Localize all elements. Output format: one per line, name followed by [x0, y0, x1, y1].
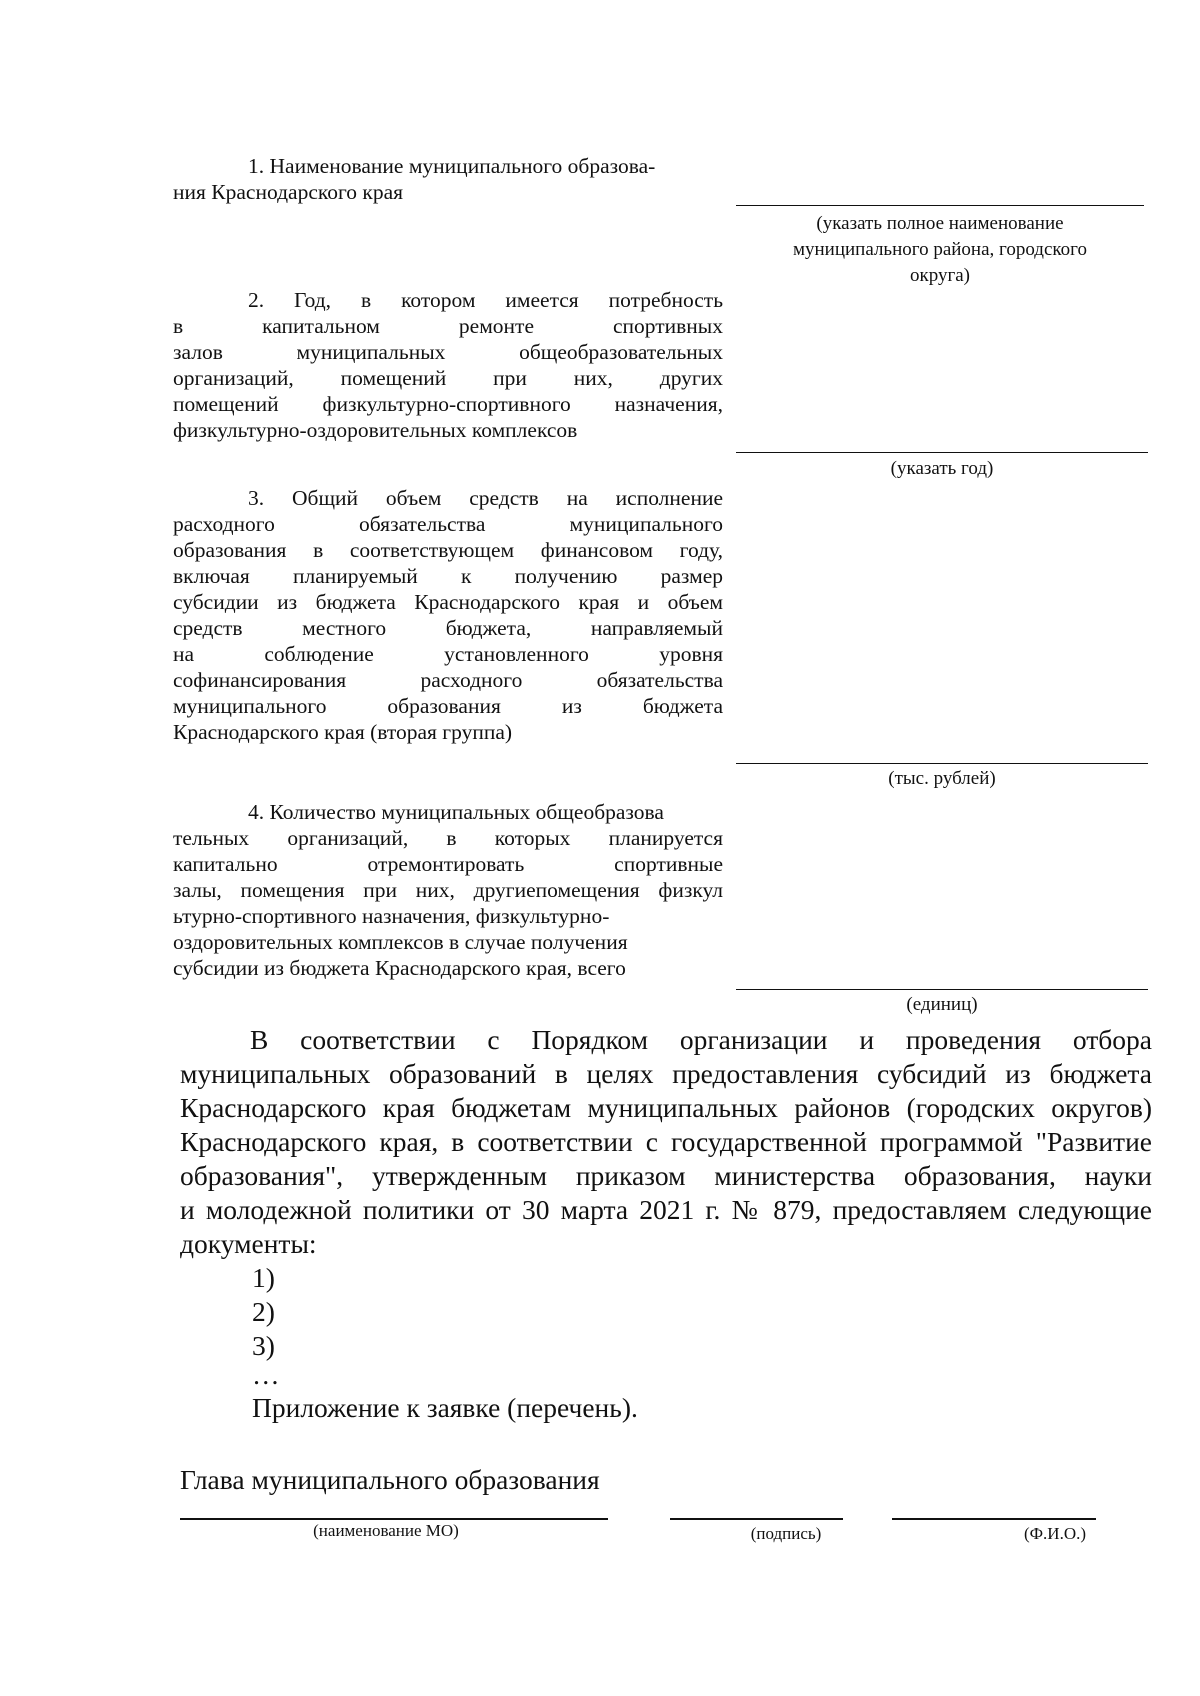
field-label-line: залы, помещения при них, другиепомещения физкул	[173, 878, 723, 902]
hint-year	[736, 456, 1148, 482]
hint-funds	[736, 766, 1148, 792]
fill-line-municipality[interactable]	[736, 205, 1144, 206]
field-label-line: капитально отремонтировать спортивные	[173, 852, 723, 876]
paragraph-line: муниципальных образований в целях предоставления субсидий из бюджета	[180, 1058, 1152, 1089]
field-label-line: 4. Количество муниципальных общеобразова	[248, 800, 664, 824]
hint-count	[736, 992, 1148, 1018]
field-label-line: включая планируемый к получению размер	[173, 564, 723, 588]
field-label-line: организаций, помещений при них, других	[173, 366, 723, 390]
field-label-line: физкультурно-оздоровительных комплексов	[173, 418, 578, 442]
field-label-line: тельных организаций, в которых планируется	[173, 826, 723, 850]
fill-line-year[interactable]	[736, 452, 1148, 453]
sign-line-signature[interactable]	[670, 1518, 843, 1520]
field-label-line: Краснодарского края (вторая группа)	[173, 720, 513, 744]
label-mo-name: (наименование МО)	[313, 1521, 459, 1540]
paragraph-line: документы:	[180, 1228, 317, 1259]
field-label-line: ьтурно-спортивного назначения, физкультурно-	[173, 904, 610, 928]
field-label-line: 3. Общий объем средств на исполнение	[248, 486, 723, 510]
list-item: …	[252, 1359, 280, 1390]
paragraph-line: Краснодарского края, в соответствии с государственной программой "Развитие	[180, 1126, 1152, 1157]
hint-line: округа)	[909, 265, 971, 286]
field-year	[173, 287, 723, 443]
fill-line-funds[interactable]	[736, 763, 1148, 764]
field-label-line: в капитальном ремонте спортивных	[173, 314, 723, 338]
field-label-line: на соблюдение установленного уровня	[173, 642, 723, 666]
field-label-line: оздоровительных комплексов в случае получения	[173, 930, 628, 954]
list-item: 3)	[252, 1330, 275, 1361]
sign-line-fio[interactable]	[892, 1518, 1096, 1520]
attachment-note: Приложение к заявке (перечень).	[252, 1392, 638, 1423]
hint-line: (тыс. рублей)	[888, 768, 996, 789]
hint-line: (единиц)	[906, 994, 978, 1015]
hint-line: (указать год)	[890, 458, 994, 479]
field-label-line: ния Краснодарского края	[173, 180, 404, 204]
label-fio: (Ф.И.О.)	[1023, 1524, 1087, 1543]
paragraph-line: Краснодарского края бюджетам муниципальных районов (городских округов)	[180, 1092, 1152, 1123]
paragraph-line: образования", утвержденным приказом министерства образования, науки	[180, 1160, 1152, 1191]
field-label-line: образования в соответствующем финансовом году,	[173, 538, 723, 562]
list-item: 1)	[252, 1262, 275, 1293]
field-label-line: средств местного бюджета, направляемый	[173, 616, 723, 640]
field-label-line: 1. Наименование муниципального образова-	[248, 154, 656, 178]
label-signature: (подпись)	[750, 1524, 822, 1543]
signature-title: Глава муниципального образования	[180, 1464, 600, 1495]
hint-line: муниципального района, городского	[792, 239, 1087, 260]
field-label-line: расходного обязательства муниципального	[173, 512, 723, 536]
fill-line-count[interactable]	[736, 989, 1148, 990]
field-label-line: залов муниципальных общеобразовательных	[173, 340, 723, 364]
field-total-funds	[173, 485, 723, 745]
field-label-line: 2. Год, в котором имеется потребность	[248, 288, 723, 312]
hint-line: (указать полное наименование	[816, 213, 1064, 234]
paragraph-line: и молодежной политики от 30 марта 2021 г. № 879, предоставляем следующие	[180, 1194, 1152, 1225]
field-municipality-name	[173, 153, 723, 205]
field-organizations-count	[173, 799, 723, 981]
field-label-line: муниципального образования из бюджета	[173, 694, 723, 718]
field-label-line: помещений физкультурно-спортивного назначения,	[173, 392, 723, 416]
hint-municipality	[736, 211, 1144, 289]
list-item: 2)	[252, 1296, 275, 1327]
paragraph-line: В соответствии с Порядком организации и проведения отбора	[250, 1024, 1152, 1055]
field-label-line: субсидии из бюджета Краснодарского края и объем	[173, 590, 723, 614]
field-label-line: софинансирования расходного обязательства	[173, 668, 723, 692]
field-label-line: субсидии из бюджета Краснодарского края, всего	[173, 956, 626, 980]
